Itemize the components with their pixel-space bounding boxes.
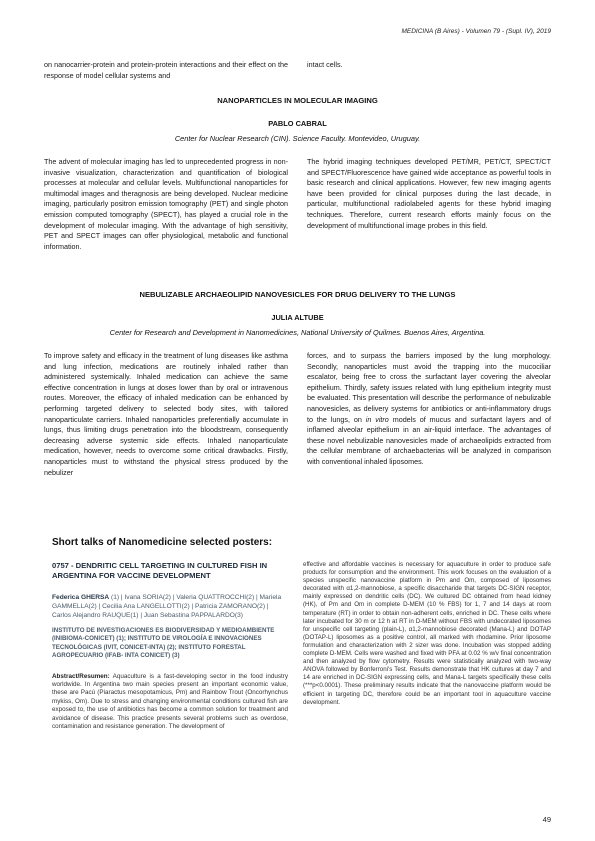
poster-left-column xyxy=(52,561,288,731)
section2-left-text: To improve safety and efficacy in the treatment of lung diseases like asthma and lung infection, medications are routinely inhaled rather than administered systemically. Inhaled medication can achieve the same effective concentration in lungs at doses lower than by oral or intravenous routes. Moreover, the efficacy of inhaled medication can be enhanced by performing targeted delivery to selected body sites, with tailored nanoparticulate carriers. Inhaled nanoparticles preferentially accumulate in lungs, thus limiting drugs penetration into the bloodstream, consequently decreasing adverse systemic side effects. Inhaled nanoparticulate medication, however, needs to overcome some critical drawbacks. Firstly, nanoparticles must to withstand the physical stress produced by the nebulizer xyxy=(44,351,288,477)
poster-authors xyxy=(52,593,288,620)
continued-text xyxy=(44,60,551,81)
section2-affiliation: Center for Research and Development in Nanomedicines, National University of Quilmes. Buenos Aires, Argentina. xyxy=(109,328,486,337)
abstract-label: Abstract/Resumen: xyxy=(52,672,110,680)
section1-affiliation: Center for Nuclear Research (CIN). Science Faculty. Montevideo, Uruguay. xyxy=(174,134,421,143)
section2-right-italic: in vitro xyxy=(365,414,389,424)
continued-left: on nanocarrier-protein and protein-protein interactions and their effect on the response of model cellular systems and xyxy=(44,60,288,80)
section2-right-text-b: models of mucus and surfactant layers and of inflamed alveolar epithelium in an air-liquid interface. The advantages of these novel nebulizable nanovesicles made of archaeolipids extracted from the cellular membrane of archaebacterias will be analyzed in comparison with conventional inhaled liposomes. xyxy=(307,414,551,466)
continued-right: intact cells. xyxy=(307,60,343,69)
poster-institutions: INSTITUTO DE INVESTIGACIONES ES BIODIVERSIDAD Y MEDIOAMBIENTE (INIBIOMA-CONICET) (1); INSTITUTO DE VIROLOGÍA E INNOVACIONES TECNOLÓGICAS (IVIT, CONICET-INTA) (2); INSTITUTO FORESTAL AGROPECUARIO (IFAB- INTA CONICET) (3) xyxy=(52,627,275,660)
section1-right-text: The hybrid imaging techniques developed PET/MR, PET/CT, SPECT/CT and SPECT/Fluorescence have gained wide acceptance as powerful tools in basic research and clinical applications. However, few new imaging agents have been provided for clinical purposes during the last decade, in particular, multifunctional radiolabeled agents for these hybrid imaging techniques. Therefore, current research efforts mainly focus on the development of multifunctional image probes in this field. xyxy=(307,157,551,230)
page-number: 49 xyxy=(542,815,551,824)
poster-right-column xyxy=(303,561,551,731)
section1-left-text: The advent of molecular imaging has led to unprecedented progress in non-invasive visualization, characterization and quantification of biological processes at molecular and cellular levels. Multifunctional nanoparticles for multimodal images and theragnosis are being developed. Nuclear medicine imaging, particularly positron emission tomography (PET) and single photon emission computed tomography (SPECT), has played a crucial role in the development of molecular imaging. With the advantage of high sensitivity, PET and SPECT images can offer physiological, metabolic and functional information. xyxy=(44,157,288,251)
poster-other-authors: (1) | Ivana SORIA(2) | Valeria QUATTROCCHI(2) | Mariela GAMMELLA(2) | Cecilia Ana LANGELLOTTI(2) | Patricia ZAMORANO(2) | Carlos Alejandro RAUQUE(1) | Juan Sebastina PAPPALARDO(3) xyxy=(52,594,282,619)
abstract-left-text: Aquaculture is a fast-developing sector in the food industry worldwide. In Argentina two main species present an important economic value, these are Pacú (Piaractus mesopotamicus, Pm) and Rainbow Trout (Oncorhynchus mykiss, Om). Due to stress and changing environmental conditions cultured fish are exposed to, the use of antibiotics has become a common solution for treatment and avoidance of disease. This practice presents several problems such as overdose, contamination and resistance generation. The development of xyxy=(52,672,288,731)
section1-body xyxy=(44,157,551,252)
poster-first-author: Federica GHERSA xyxy=(52,594,110,601)
section2-right-text xyxy=(307,351,551,468)
section2-author: JULIA ALTUBE xyxy=(271,313,324,322)
section2-title: NEBULIZABLE ARCHAEOLIPID NANOVESICLES FOR DRUG DELIVERY TO THE LUNGS xyxy=(139,290,456,299)
section2-body xyxy=(44,351,551,478)
poster-abstract-left xyxy=(52,673,288,732)
short-talks-heading: Short talks of Nanomedicine selected posters: xyxy=(52,537,273,548)
poster-title: 0757 - DENDRITIC CELL TARGETING IN CULTURED FISH IN ARGENTINA FOR VACCINE DEVELOPMENT xyxy=(52,561,268,580)
section2-right-text-a: forces, and to surpass the barriers imposed by the lung morphology. Secondly, nanoparticles must avoid the trapping into the mucociliar escalator, being free to cross the surfactant layer covering the alveolar epithelium. Thirdly, safety issues related with lung epithelium integrity must be evaluated. This presentation will describe the performance of nebulizable nanovesicles, as delivery systems for antibiotics or anti-inflammatory drugs to the lungs, on xyxy=(307,351,551,424)
poster-abstract xyxy=(52,561,551,731)
section1-title: NANOPARTICLES IN MOLECULAR IMAGING xyxy=(217,96,378,105)
abstract-right-text: effective and affordable vaccines is necessary for aquaculture in order to produce safe products for consumption and the environment. This work focuses on the evaluation of a species unspecific nanovaccine platform in Pm and Om, composed of liposomes decorated with α1,2-mannobiose, a specific disaccharide that targets DC-SIGN receptor, mainly expressed on dendritic cells (DC). We cultured DC obtained from head kidney (HK), of Pm and Om in complete D-MEM (10 % FBS) for 1, 7 and 14 days at room temperature (RT) in order to obtain non-adherent cells, enriched in DC. These cells where later incubated for 30 m or 12 h at RT in D-MEM without FBS with undecorated liposomes for unspecific cell targeting (plain-L), α1,2-mannobiose decorated (Mana-L) and DOTAP (DOTAP-L) liposomes as a positive control, all marked with rhodamine. Prior liposome formulation and characterization with 2 sizer was done. Incubation was stopped adding complete D-MEM. Cells were washed and fixed with PFA at 0.02 % w/v final concentration and then analyzed by flow cytometry. Results were statistically analyzed with two-way ANOVA followed by Bonferroni's Test. Results demonstrate that HK cultures at day 7 and 14 are enriched in DC-SIGN expressing cells, and Mana-L targets specifically these cells (***p<0.0001). These preliminary results indicate that the nanovaccine platform would be efficient in targeting DC, therefore could be an important tool in aquaculture vaccine development. xyxy=(303,561,551,706)
journal-header: MEDICINA (B Aires) - Volumen 79 - (Supl. IV), 2019 xyxy=(401,28,551,35)
section1-author: PABLO CABRAL xyxy=(268,119,327,128)
